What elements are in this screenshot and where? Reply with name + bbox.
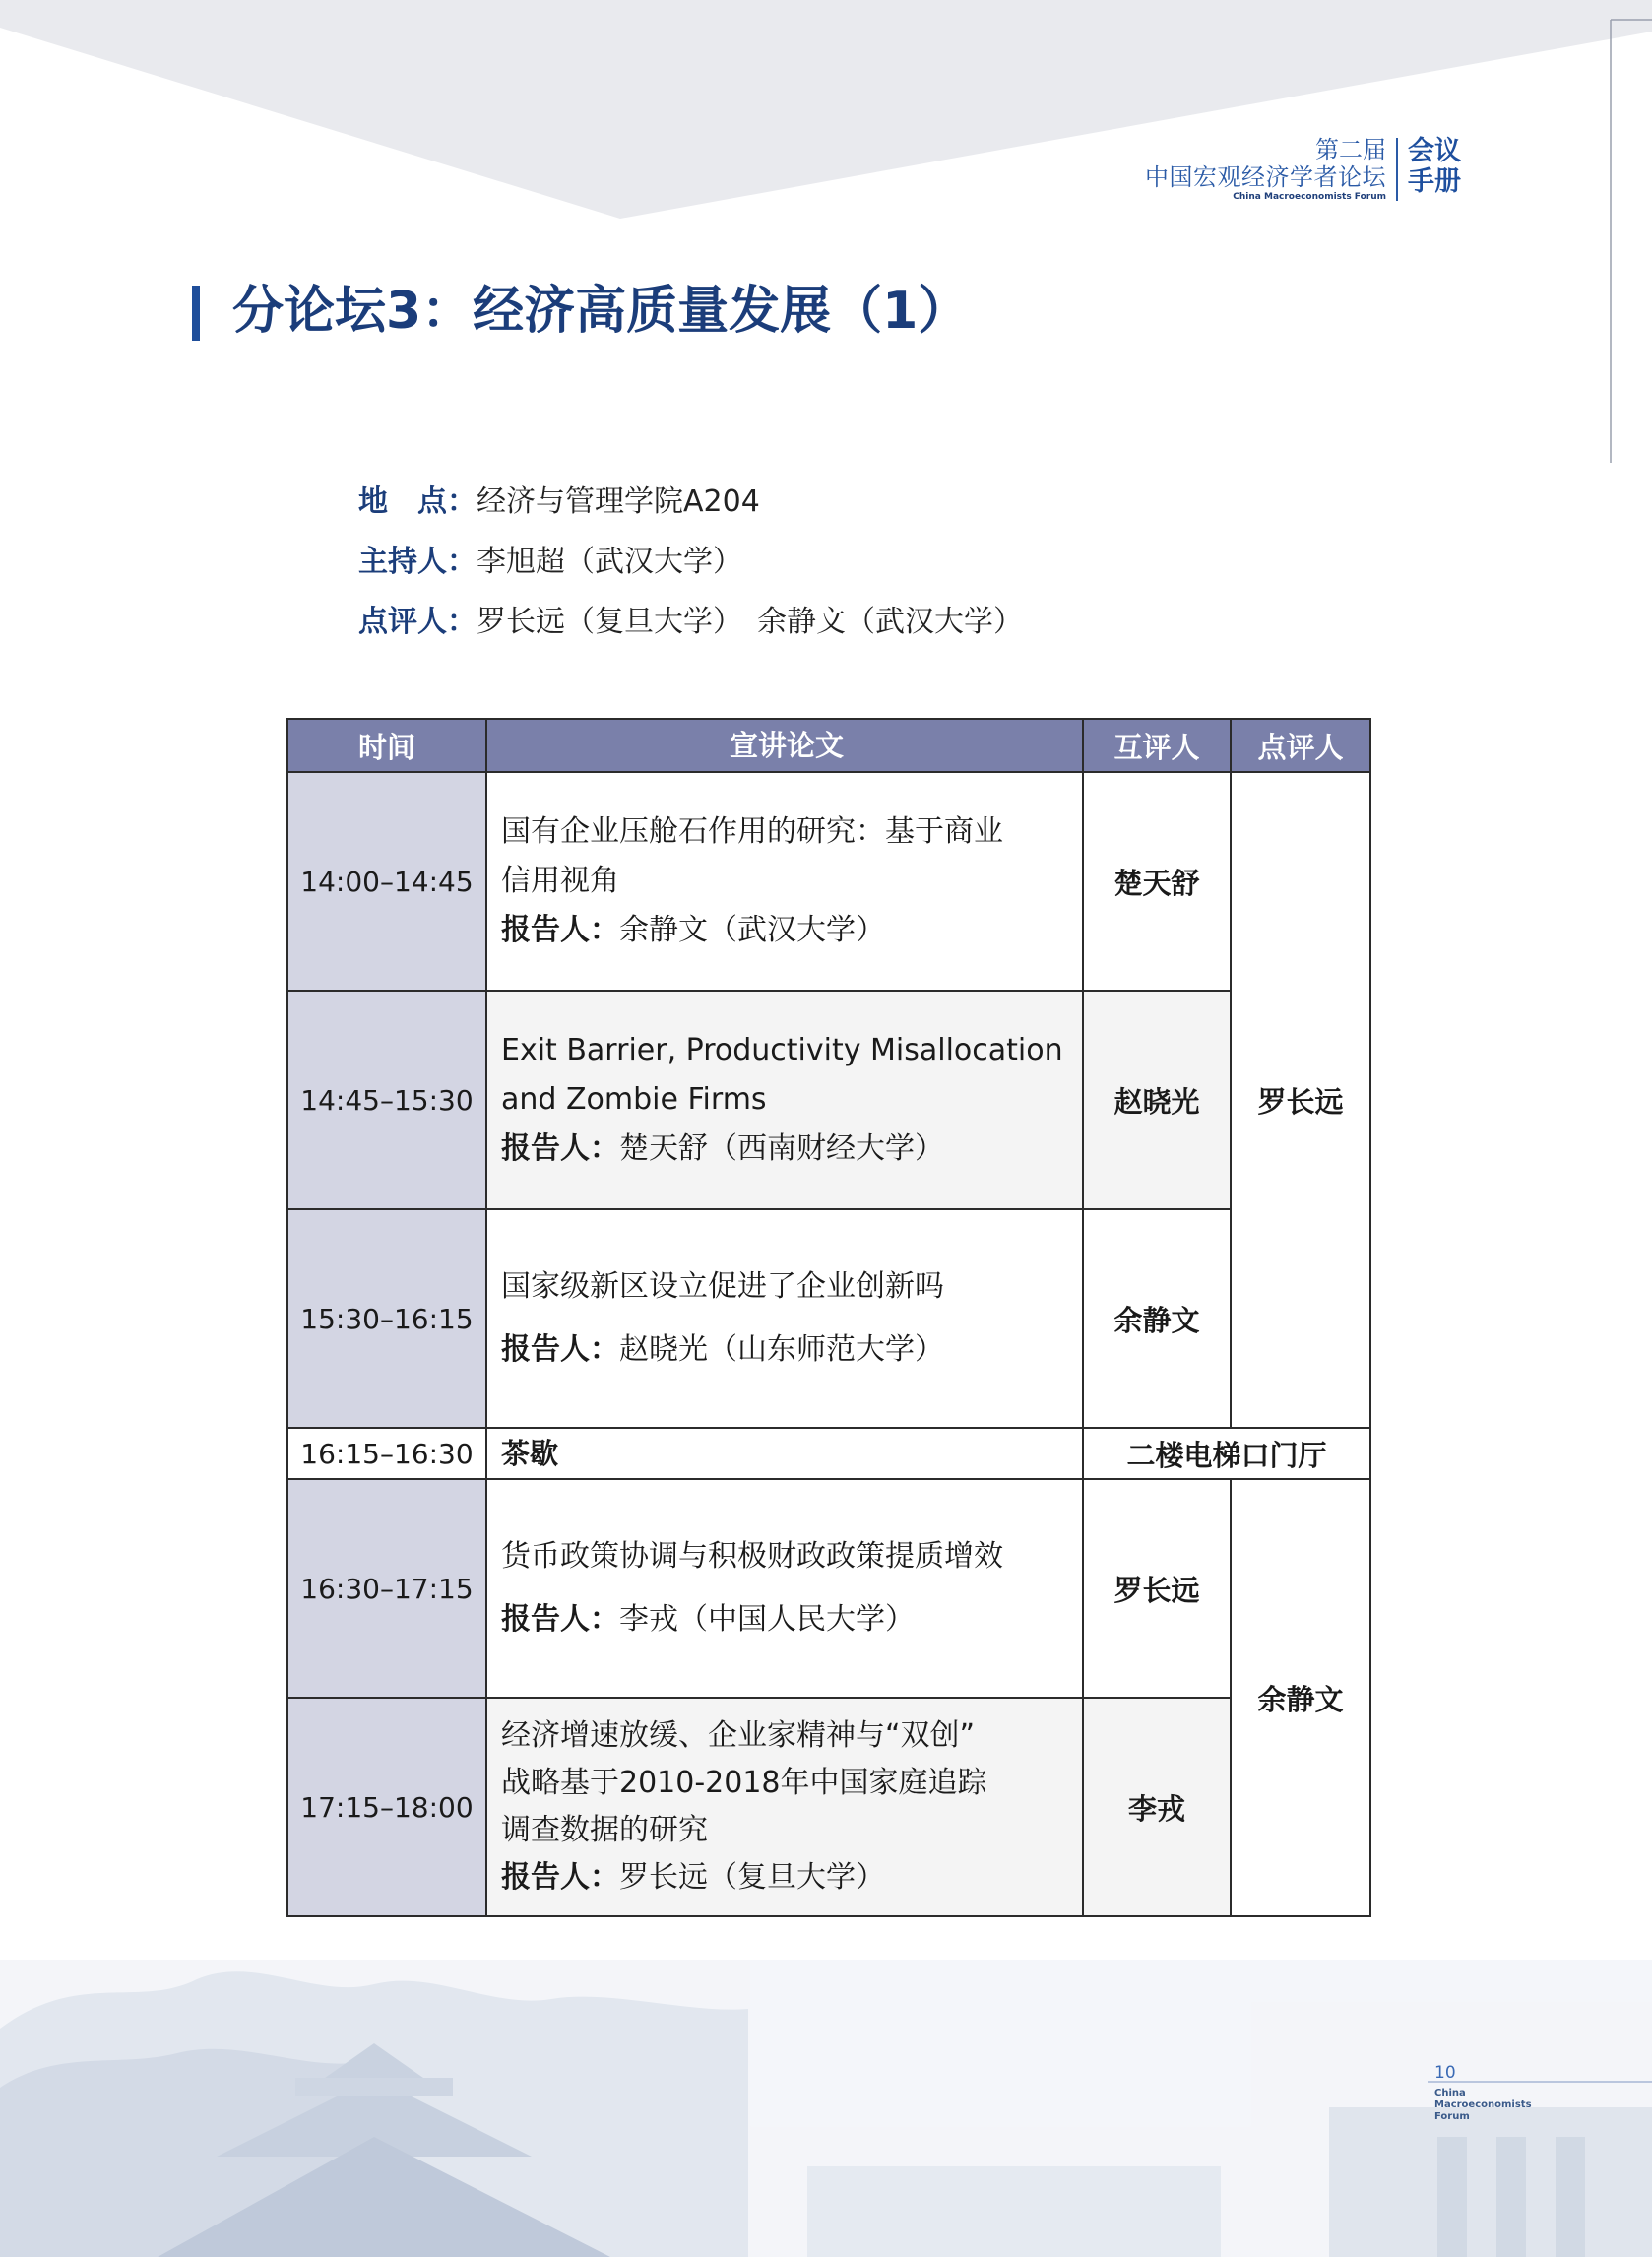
commentator-label: 点评人： xyxy=(358,605,477,639)
handbook-label-line2: 手册 xyxy=(1408,166,1461,197)
session-paper xyxy=(486,1479,1083,1698)
paper-title-line: 调查数据的研究 xyxy=(501,1813,708,1847)
reporter-label: 报告人： xyxy=(501,1860,619,1895)
peer-reviewer: 赵晓光 xyxy=(1083,991,1231,1209)
venue-label: 地 点： xyxy=(358,484,477,519)
peer-reviewer: 罗长远 xyxy=(1083,1479,1231,1698)
header-time: 时间 xyxy=(287,719,486,772)
venue-value: 经济与管理学院A204 xyxy=(477,484,760,519)
paper-title-line: 战略基于2010-2018年中国家庭追踪 xyxy=(501,1766,987,1800)
reporter-line xyxy=(501,1588,1072,1651)
reporter-name: 楚天舒（西南财经大学） xyxy=(619,1131,944,1166)
block-commentator: 余静文 xyxy=(1231,1479,1370,1916)
table-row xyxy=(287,991,1370,1209)
block-commentator: 罗长远 xyxy=(1231,772,1370,1428)
reporter-label: 报告人： xyxy=(501,913,619,947)
table-row xyxy=(287,772,1370,991)
paper-title-line: 信用视角 xyxy=(501,864,619,898)
footer-forum-line: Forum xyxy=(1434,2111,1470,2122)
peer-reviewer: 楚天舒 xyxy=(1083,772,1231,991)
page-title: 分论坛3：经济高质量发展（1） xyxy=(232,282,970,341)
table-row xyxy=(287,1209,1370,1428)
forum-edition: 第二届 xyxy=(1315,136,1386,163)
campus-silhouette-illustration xyxy=(0,1960,1652,2257)
handbook-label-line1: 会议 xyxy=(1408,136,1461,166)
paper-title-line: 国有企业压舱石作用的研究：基于商业 xyxy=(501,814,1003,849)
tea-break-location: 二楼电梯口门厅 xyxy=(1083,1428,1370,1479)
reporter-line xyxy=(501,1319,1072,1382)
commentator-line xyxy=(358,603,1023,642)
footer-forum-line: China xyxy=(1434,2088,1466,2098)
title-accent-bar xyxy=(192,286,200,341)
commentator-value: 罗长远（复旦大学） 余静文（武汉大学） xyxy=(477,605,1023,639)
footer-forum-name xyxy=(1434,2088,1553,2123)
tea-break-row xyxy=(287,1428,1370,1479)
reporter-label: 报告人： xyxy=(501,1332,619,1367)
session-paper xyxy=(486,1698,1083,1916)
reporter-line xyxy=(501,1125,1072,1174)
paper-title-line: 经济增速放缓、企业家精神与“双创” xyxy=(501,1718,976,1753)
reporter-line xyxy=(501,906,1072,955)
session-time: 16:30–17:15 xyxy=(287,1479,486,1698)
paper-title-line: 国家级新区设立促进了企业创新吗 xyxy=(501,1269,944,1304)
table-row xyxy=(287,1698,1370,1916)
header-commentator: 点评人 xyxy=(1231,719,1370,772)
host-line xyxy=(358,543,742,582)
header-paper: 宣讲论文 xyxy=(486,719,1083,772)
paper-title-line: Exit Barrier, Productivity Misallocation xyxy=(501,1033,1063,1067)
reporter-line xyxy=(501,1854,1072,1902)
paper-title-line: and Zombie Firms xyxy=(501,1082,767,1117)
session-time: 14:45–15:30 xyxy=(287,991,486,1209)
paper-title-line: 货币政策协调与积极财政政策提质增效 xyxy=(501,1539,1003,1574)
peer-reviewer: 李戎 xyxy=(1083,1698,1231,1916)
session-paper xyxy=(486,772,1083,991)
forum-english-name: China Macroeconomists Forum xyxy=(1233,192,1386,202)
reporter-name: 李戎（中国人民大学） xyxy=(619,1602,915,1637)
table-row xyxy=(287,1479,1370,1698)
session-time: 15:30–16:15 xyxy=(287,1209,486,1428)
reporter-name: 赵晓光（山东师范大学） xyxy=(619,1332,944,1367)
tea-break-time: 16:15–16:30 xyxy=(287,1428,486,1479)
forum-name: 中国宏观经济学者论坛 xyxy=(1145,163,1386,191)
peer-reviewer: 余静文 xyxy=(1083,1209,1231,1428)
table-header-row xyxy=(287,719,1370,772)
host-value: 李旭超（武汉大学） xyxy=(477,545,742,579)
session-paper xyxy=(486,991,1083,1209)
tea-break-label: 茶歇 xyxy=(486,1428,1083,1479)
session-time: 17:15–18:00 xyxy=(287,1698,486,1916)
reporter-name: 罗长远（复旦大学） xyxy=(619,1860,885,1895)
session-paper xyxy=(486,1209,1083,1428)
page-number: 10 xyxy=(1434,2063,1456,2083)
session-time: 14:00–14:45 xyxy=(287,772,486,991)
venue-line xyxy=(358,483,760,522)
host-label: 主持人： xyxy=(358,545,477,579)
reporter-label: 报告人： xyxy=(501,1602,619,1637)
reporter-name: 余静文（武汉大学） xyxy=(619,913,885,947)
header-peer-reviewer: 互评人 xyxy=(1083,719,1231,772)
reporter-label: 报告人： xyxy=(501,1131,619,1166)
forum-brand xyxy=(1145,136,1461,203)
schedule-table xyxy=(286,718,1371,1917)
footer-forum-line: Macroeconomists xyxy=(1434,2099,1532,2110)
